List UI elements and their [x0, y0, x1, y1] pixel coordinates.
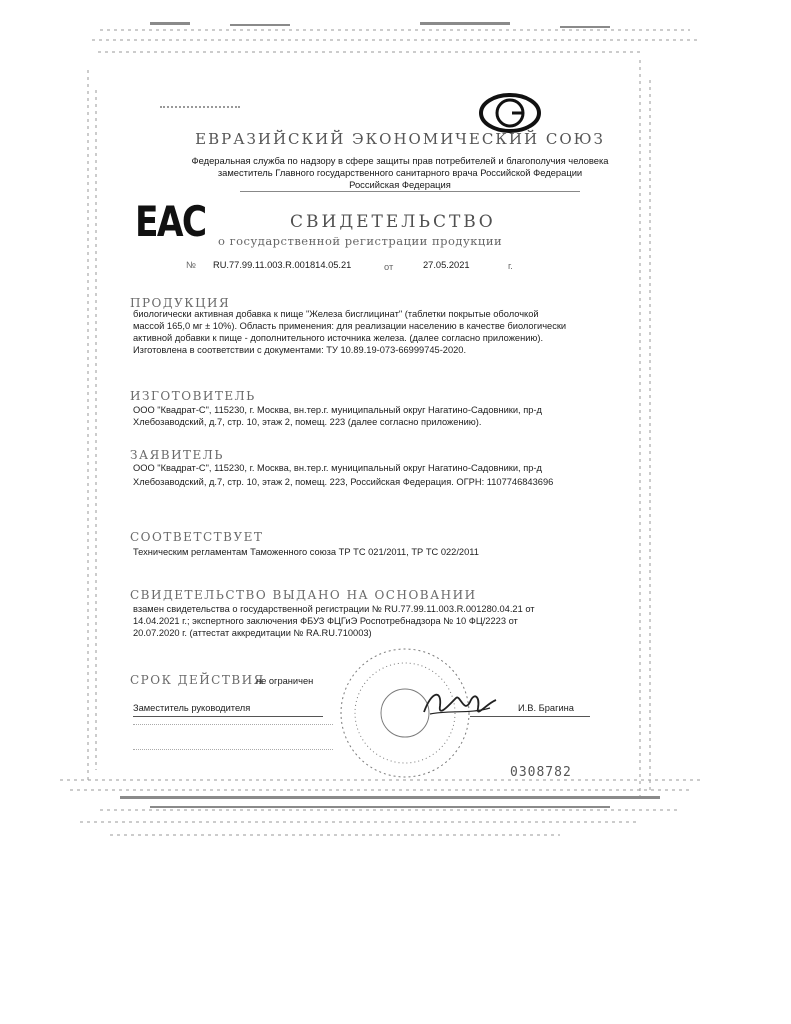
product-line-4: Изготовлена в соответствии с документами: ТУ 10.89.19-073-66999745-2020.	[133, 345, 467, 355]
manufacturer-heading: ИЗГОТОВИТЕЛЬ	[130, 389, 256, 403]
header-stamp: ЕВРАЗИЙСКИЙ ЭКОНОМИЧЕСКИЙ СОЮЗ	[195, 130, 605, 148]
serial-number: 0308782	[510, 765, 572, 780]
applicant-line-2: Хлебозаводский, д.7, стр. 10, этаж 2, помещ. 223, Российская Федерация. ОГРН: 1107746843696	[133, 477, 554, 487]
manufacturer-line-1: ООО "Квадрат-С", 115230, г. Москва, вн.тер.г. муниципальный округ Нагатино-Садовники, пр-д	[133, 405, 542, 415]
date-suffix: г.	[508, 261, 513, 271]
validity-heading: СРОК ДЕЙСТВИЯ	[130, 673, 265, 687]
basis-line-2: 14.04.2021 г.; экспертного заключения ФБУЗ ФЦГиЭ Роспотребнадзора № 10 ФЦ/2223 от	[133, 616, 518, 626]
top-stamp-scribble	[160, 88, 240, 108]
product-heading: ПРОДУКЦИЯ	[130, 296, 231, 310]
document-subtitle: о государственной регистрации продукции	[218, 234, 503, 248]
organization-underline	[240, 191, 580, 192]
product-line-1: биологически активная добавка к пище "Железа бисглицинат" (таблетки покрытые оболочкой	[133, 309, 539, 319]
handwritten-signature-icon	[420, 684, 500, 724]
eac-mark: ЕАС	[135, 197, 206, 246]
signature-line	[470, 716, 590, 717]
applicant-heading: ЗАЯВИТЕЛЬ	[130, 448, 224, 462]
validity-value: не ограничен	[256, 676, 314, 686]
signature-role: Заместитель руководителя	[133, 703, 251, 713]
organization-line-3: Российская Федерация	[349, 179, 451, 190]
certificate-number: RU.77.99.11.003.R.001814.05.21	[213, 260, 352, 270]
signature-role-underline	[133, 716, 323, 717]
organization-line-1: Федеральная служба по надзору в сфере защиты прав потребителей и благополучия человека	[191, 155, 609, 166]
faded-small-print	[133, 724, 333, 750]
product-line-3: активной добавки к пище - дополнительного источника железа. (далее согласно приложению).	[133, 333, 544, 343]
date-prefix: от	[384, 262, 394, 272]
conformity-line-1: Техническим регламентам Таможенного союза ТР ТС 021/2011, ТР ТС 022/2011	[133, 547, 479, 557]
conformity-heading: СООТВЕТСТВУЕТ	[130, 530, 264, 544]
product-line-2: массой 165,0 мг ± 10%). Область применения: для реализации населению в качестве биологически	[133, 321, 567, 331]
organization-line-2: заместитель Главного государственного санитарного врача Российской Федерации	[217, 167, 583, 178]
basis-heading: СВИДЕТЕЛЬСТВО ВЫДАНО НА ОСНОВАНИИ	[130, 588, 477, 602]
se-logo-icon	[478, 92, 542, 134]
number-prefix: №	[186, 260, 196, 270]
signatory-name: И.В. Брагина	[518, 703, 574, 713]
certificate-date: 27.05.2021	[423, 260, 470, 270]
applicant-line-1: ООО "Квадрат-С", 115230, г. Москва, вн.тер.г. муниципальный округ Нагатино-Садовники, пр-д	[133, 463, 542, 473]
basis-line-3: 20.07.2020 г. (аттестат аккредитации № RA.RU.710003)	[133, 628, 372, 638]
document-title: СВИДЕТЕЛЬСТВО	[290, 212, 496, 232]
basis-line-1: взамен свидетельства о государственной регистрации № RU.77.99.11.003.R.001280.04.21 от	[133, 604, 535, 614]
manufacturer-line-2: Хлебозаводский, д.7, стр. 10, этаж 2, помещ. 223 (далее согласно приложению).	[133, 417, 482, 427]
